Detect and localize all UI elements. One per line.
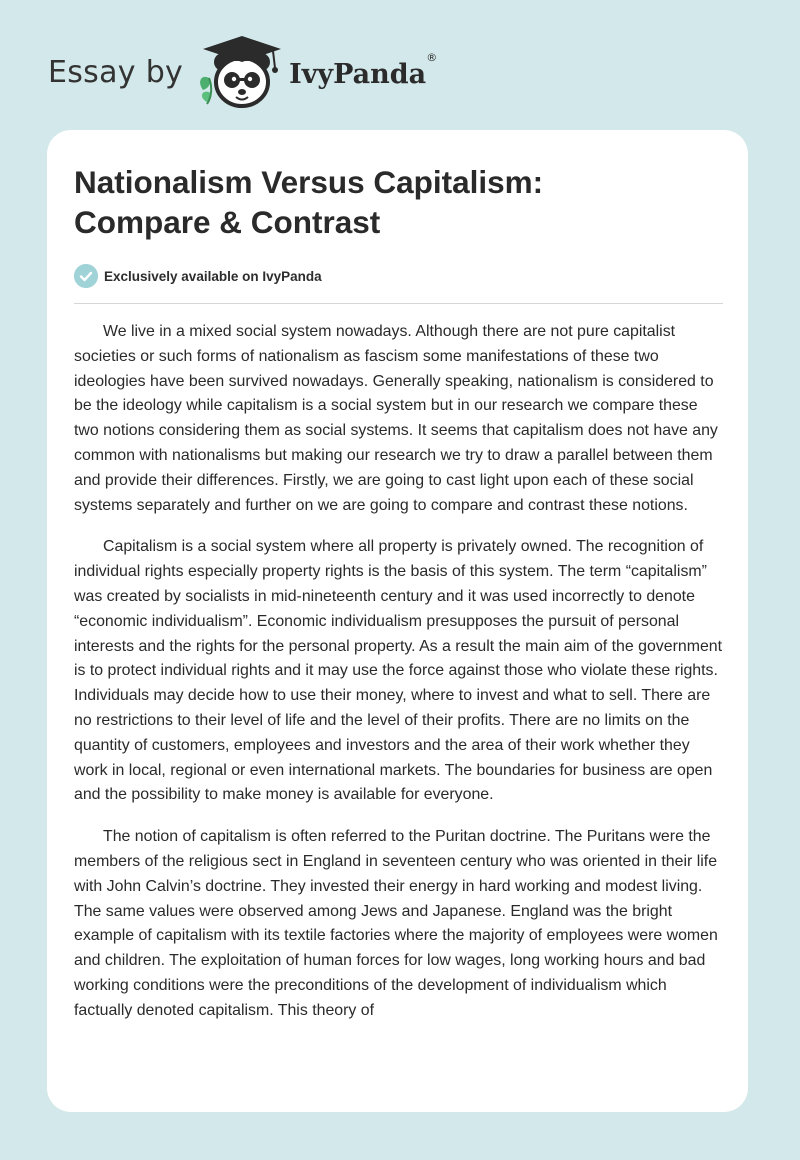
brand-name[interactable] [289,50,438,90]
exclusive-badge [74,264,322,288]
exclusive-badge-text: Exclusively available on IvyPanda [104,268,322,284]
brand-label: IvyPanda [289,58,427,90]
essay-paragraph: The notion of capitalism is often referred to the Puritan doctrine. The Puritans were the members of the religious sect in England in seventeen century who was oriented in their life with John Calvin’s doctrine. They invested their energy in hard working and modest living. The same values were observed among Jews and Japanese. England was the bright example of capitalism with its textile factories where the majority of employees were women and children. The exploitation of human forces for low wages, long working hours and bad working conditions were the preconditions of the development of individualism which factually denoted capitalism. This theory of [74,828,718,1019]
essay-paragraph: Capitalism is a social system where all property is privately owned. The recognition of individual rights especially property rights is the basis of this system. The term “capitalism” was created by socialists in mid-nineteenth century and it was used incorrectly to denote “economic individualism”. Economic individualism presupposes the pursuit of personal interests and the rights for the personal property. As a result the main aim of the government is to protect individual rights and it may use the force against those who violate these rights. Individuals may decide how to use their money, where to invest and what to sell. There are no restrictions to their level of life and the level of their profits. There are no limits on the quantity of customers, employees and investors and the area of their work whether they work in local, regional or even international markets. The boundaries for business are open and the possibility to make money is available for everyone. [74,538,723,804]
title-divider [74,303,723,304]
registered-mark: ® [426,50,438,64]
check-circle-icon [74,264,98,288]
site-header [48,32,437,112]
essay-card [47,130,748,1112]
essay-paragraph: We live in a mixed social system nowadays. Although there are not pure capitalist societies or such forms of nationalism as fascism some manifestations of these two ideologies have been survived nowadays. Generally speaking, nationalism is considered to be the ideology while capitalism is a social system but in our research we compare these two notions considering them as social systems. It seems that capitalism does not have any common with nationalisms but making our research we try to draw a parallel between them and provide their differences. Firstly, we are going to cast light upon each of these social systems separately and further on we are going to compare and contrast these notions. [74,323,718,514]
essay-body [74,320,724,1041]
page-title: Nationalism Versus Capitalism: Compare & Contrast [74,164,544,240]
panda-graduate-icon[interactable] [195,32,287,112]
essay-by-label: Essay by [48,54,184,90]
